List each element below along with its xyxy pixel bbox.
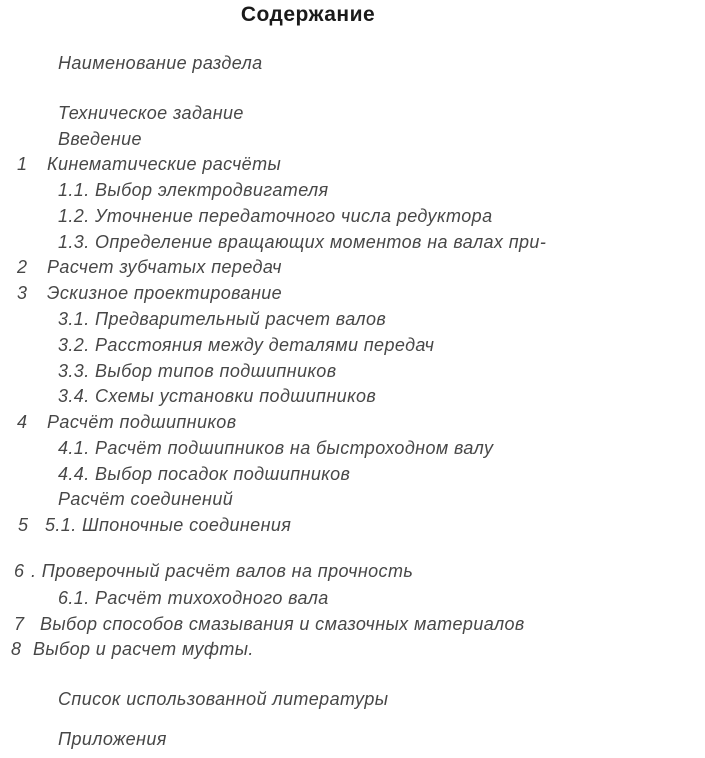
toc-row-text: Эскизное проектирование [47,283,283,303]
toc-row-text: Расчет зубчатых передач [47,257,282,277]
toc-row-text: 3.1. Предварительный расчет валов [58,309,387,329]
toc-row-text: Техническое задание [58,103,244,123]
toc-row [0,585,705,611]
toc-row-text: Расчёт соединений [58,489,234,509]
toc-row-text: Расчёт подшипников [47,412,237,432]
toc-row [0,686,705,712]
toc-row-text: 4.1. Расчёт подшипников на быстроходном валу [58,438,494,458]
toc-row [0,254,705,280]
toc-row-text: 1.1. Выбор электродвигателя [58,180,329,200]
toc-row [0,383,705,409]
toc-row [0,306,705,332]
toc-row [0,558,705,584]
toc-row-number: 4 [17,412,28,432]
toc-row [0,486,705,512]
toc-row [0,512,705,538]
toc-row [0,435,705,461]
toc-row-text: 1.3. Определение вращающих моментов на валах при- [58,232,547,252]
toc-row-text: 1.2. Уточнение передаточного числа редуктора [58,206,493,226]
toc-row [0,126,705,152]
toc-row-number: 3 [17,283,28,303]
toc-row-number: 8 [11,639,22,659]
toc-row-number: 5 [18,515,29,535]
toc-row [0,151,705,177]
toc-row-text: 6.1. Расчёт тихоходного вала [58,588,329,608]
toc-row [0,280,705,306]
toc-row-number: 1 [17,154,28,174]
column-header-label: Наименование раздела [58,53,263,73]
toc-row [0,203,705,229]
page-title: Содержание [240,3,376,26]
toc-row [0,229,705,255]
toc-row [0,611,705,637]
toc-row-text: Введение [58,129,142,149]
toc-row-text: 4.4. Выбор посадок подшипников [58,464,351,484]
toc-row-text: Выбор способов смазывания и смазочных материалов [40,614,525,634]
toc-row [0,726,705,752]
toc-row [0,100,705,126]
toc-row-text: 5.1. Шпоночные соединения [45,515,292,535]
toc-row-number: 6 [14,561,25,581]
toc-row-text: . Проверочный расчёт валов на прочность [31,561,414,581]
toc-row [0,177,705,203]
toc-row-text: 3.2. Расстояния между деталями передач [58,335,435,355]
toc-row [0,636,705,662]
toc-row [0,461,705,487]
toc-row-text: Выбор и расчет муфты. [33,639,254,659]
toc-row-text: 3.3. Выбор типов подшипников [58,361,337,381]
toc-row-number: 2 [17,257,28,277]
toc-row-number: 7 [14,614,25,634]
toc-row [0,409,705,435]
toc-row [0,332,705,358]
toc-row [0,358,705,384]
toc-row-text: Список использованной литературы [58,689,389,709]
toc-row-text: 3.4. Схемы установки подшипников [58,386,377,406]
toc-row-text: Кинематические расчёты [47,154,282,174]
column-header [0,50,705,76]
toc-row-text: Приложения [58,729,167,749]
